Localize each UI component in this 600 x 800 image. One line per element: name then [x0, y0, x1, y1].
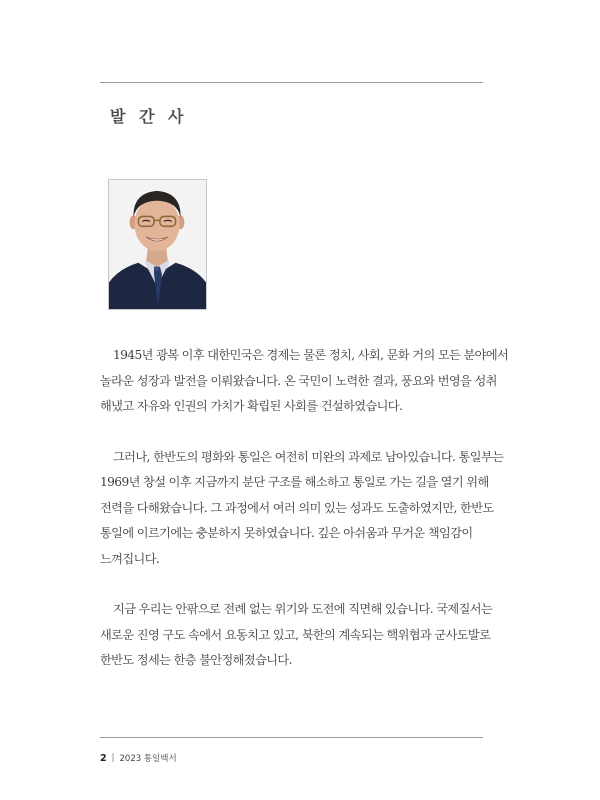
paragraph-3 [100, 597, 493, 674]
paragraph-line: 통일에 이르기에는 충분하지 못하였습니다. 깊은 아쉬움과 무거운 책임감이 [100, 526, 473, 540]
paragraph-line: 지금 우리는 안팎으로 전례 없는 위기와 도전에 직면해 있습니다. 국제질서는 [113, 602, 493, 616]
paragraph-line: 그러나, 한반도의 평화와 통일은 여전히 미완의 과제로 남아있습니다. 통일부는 [113, 449, 504, 464]
footer-separator: | [111, 753, 115, 763]
portrait-image [109, 180, 206, 309]
page-footer [100, 752, 177, 764]
portrait-photo [108, 179, 207, 310]
publication-title: 2023 통일백서 [119, 754, 177, 764]
paragraph-1 [100, 343, 509, 420]
paragraph-line: 한반도 정세는 한층 불안정해졌습니다. [100, 653, 292, 667]
paragraph-line: 1969년 창설 이후 지금까지 분단 구조를 해소하고 통일로 가는 길을 열기 위해 [100, 475, 489, 489]
paragraph-2 [100, 445, 504, 573]
paragraph-line: 놀라운 성장과 발전을 이뤄왔습니다. 온 국민이 노력한 결과, 풍요와 번영을 성취 [100, 373, 497, 388]
paragraph-line: 1945년 광복 이후 대한민국은 경제는 물론 정치, 사회, 문화 거의 모든 분야에서 [113, 348, 509, 362]
paragraph-line: 새로운 진영 구도 속에서 요동치고 있고, 북한의 계속되는 핵위협과 군사도발로 [100, 627, 491, 642]
paragraph-line: 해냈고 자유와 인권의 가치가 확립된 사회를 건설하였습니다. [100, 399, 403, 413]
body-text [100, 343, 509, 699]
page-title: 발 간 사 [110, 107, 188, 126]
paragraph-line: 느껴집니다. [100, 551, 160, 566]
footer-divider [100, 737, 483, 738]
header-divider [100, 82, 483, 83]
paragraph-line: 전력을 다해왔습니다. 그 과정에서 여러 의미 있는 성과도 도출하였지만, 한반도 [100, 500, 494, 515]
page-number: 2 [100, 752, 107, 764]
